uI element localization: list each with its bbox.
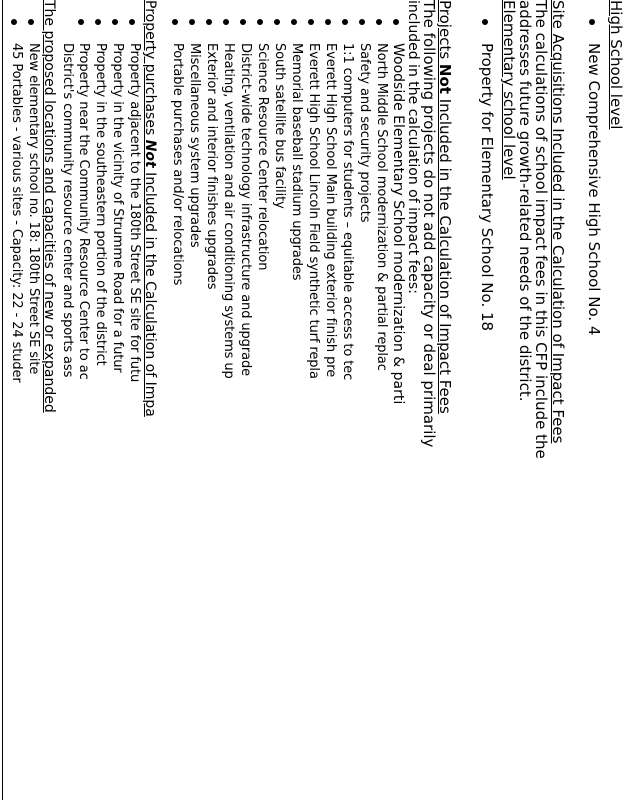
paragraph-line: included in the calculation of impact fees: [405,0,421,294]
bullet [291,19,297,25]
list-item: Portable purchases and/or relocations [170,43,185,286]
list-item: New Comprehensive High School No. 4 [585,43,603,336]
paragraph-line: addresses future growth-related needs of the district. [516,0,534,402]
list-item: Property near the Community Resource Center to ac [76,43,91,380]
bullet [393,19,399,25]
list-item-continuation: District's community resource center and sports ass [60,43,75,378]
list-item: New elementary school no. 18: 180th Street SE site [26,43,41,375]
footer-rule [2,0,3,800]
list-item: Memorial baseball stadium upgrades [289,43,304,281]
bullet [95,19,101,25]
site-acquisitions-heading: Site Acquisitions Included in the Calculation of Impact Fees [549,0,567,444]
list-item: South satellite bus facility [272,43,287,209]
list-item: Heating, ventilation and air conditioning systems up [221,43,236,379]
bullet [189,19,195,25]
bullet [359,19,365,25]
list-item: 45 Portables - various sites - Capacity: 22 - 24 studer [9,43,24,383]
paragraph-line: The following projects do not add capacity or deal primarily [420,0,438,448]
bullet [308,19,314,25]
list-item: 1:1 computers for students – equitable access to tec [340,43,355,381]
bullet [223,19,229,25]
list-item: Everett High School Main building exterior finish pre [323,43,338,378]
list-item: Miscellaneous system upgrades [187,43,202,248]
bullet [206,19,212,25]
list-item: Exterior and interior finishes upgrades [204,43,219,290]
bullet [325,19,331,25]
property-purchases-heading: Property purchases Not Included in the Calculation of Impa [142,0,158,417]
list-item: Safety and security projects [357,43,372,223]
elementary-school-level-heading: Elementary school level [500,0,518,180]
list-item: District-wide technology infrastructure and upgrade [238,43,253,376]
projects-not-included-heading: Projects Not Included in the Calculation of Impact Fees [436,0,454,414]
bullet [274,19,280,25]
bullet [11,19,17,25]
paragraph-line: The calculations of school impact fees in this CFP include the [532,0,550,459]
list-item: Property adjacent to the 180th Street SE site for futu [127,43,142,383]
bullet [342,19,348,25]
bullet [78,19,84,25]
high-school-level-heading: High School level [607,0,625,130]
bullet [376,19,382,25]
list-item: Property in the vicinity of Strumme Road for a futur [110,43,125,373]
bullet [482,19,488,25]
list-item: Science Resource Center relocation [255,43,270,271]
list-item: Property for Elementary School No. 18 [478,43,496,332]
bullet [589,19,595,25]
bullet [172,19,178,25]
bullet [112,19,118,25]
bullet [28,19,34,25]
proposed-locations-heading: The proposed locations and capacities of new or expanded [41,0,57,413]
bullet [257,19,263,25]
list-item: Property in the southeastern portion of the district [93,43,108,366]
list-item: Everett High School Lincoln Field synthetic turf repla [306,43,321,379]
list-item: Woodside Elementary School modernization & parti [390,43,406,405]
bullet [240,19,246,25]
bullet [129,19,135,25]
list-item: North Middle School modernization & partial replac [374,43,389,371]
